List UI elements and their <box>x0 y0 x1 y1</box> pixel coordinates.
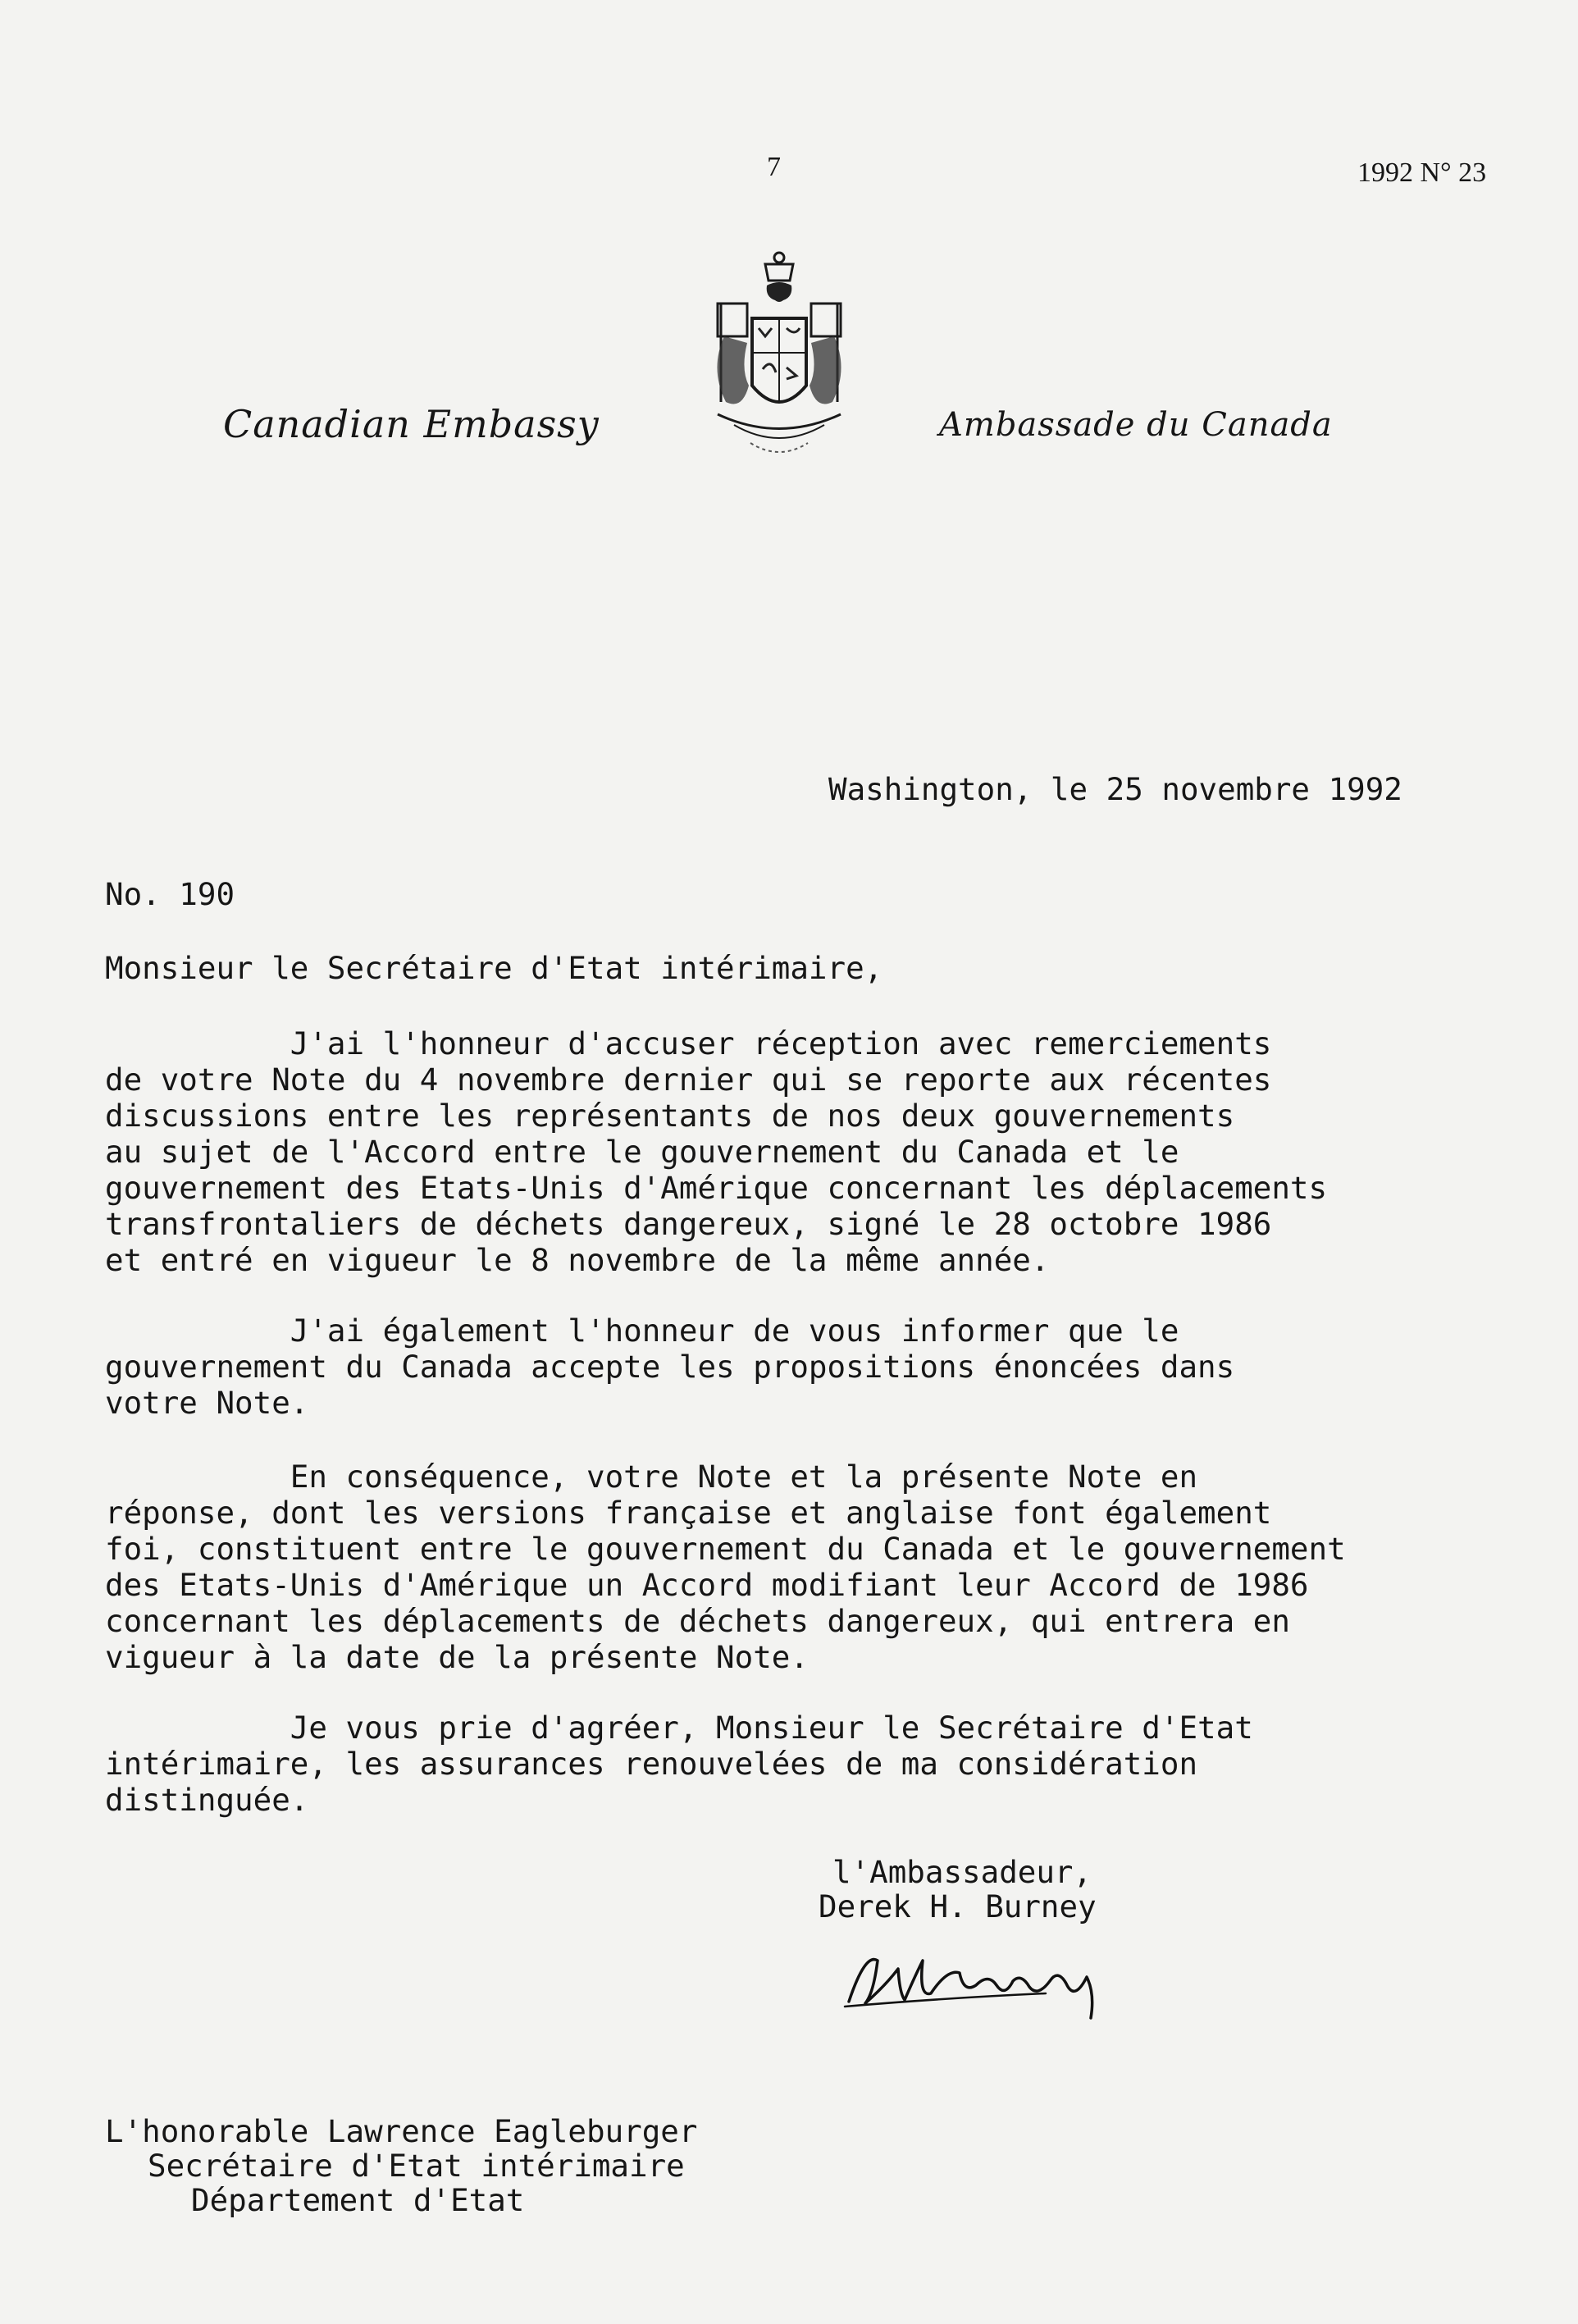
closing-title: l'Ambassadeur, <box>832 1854 1092 1890</box>
body-paragraph: Je vous prie d'agréer, Monsieur le Secrétaire d'Etat intérimaire, les assurances renouvelées de ma considération distinguée. <box>105 1710 1253 1818</box>
letter-date: Washington, le 25 novembre 1992 <box>828 771 1402 807</box>
addressee-title: Secrétaire d'Etat intérimaire <box>148 2148 685 2184</box>
body-paragraph: En conséquence, votre Note et la présente Note en réponse, dont les versions française et anglaise font également foi, constituent entre le gouvernement du Canada et le gouvernement des Etats-Unis d'Amérique un Accord modifiant leur Accord de 1986 concernant les déplacements de déchets dangereux, qui entrera en vigueur à la date de la présente Note. <box>105 1459 1346 1675</box>
coat-of-arms-icon <box>701 246 857 468</box>
body-paragraph: J'ai l'honneur d'accuser réception avec remerciements de votre Note du 4 novembre dernier qui se reporte aux récentes discussions entre les représentants de nos deux gouvernements au sujet de l'Accord entre le gouvernement du Canada et le gouvernement des Etats-Unis d'Amérique concernant les déplacements transfrontaliers de déchets dangereux, signé le 28 octobre 1986 et entré en vigueur le 8 novembre de la même année. <box>105 1025 1328 1278</box>
embassy-name-english: Canadian Embassy <box>223 402 600 446</box>
signatory-name: Derek H. Burney <box>819 1888 1097 1924</box>
series-reference: 1992 N° 23 <box>1357 158 1487 188</box>
addressee-department: Département d'Etat <box>191 2182 525 2218</box>
embassy-name-french: Ambassade du Canada <box>939 406 1333 444</box>
body-paragraph: J'ai également l'honneur de vous informer que le gouvernement du Canada accepte les propositions énoncées dans votre Note. <box>105 1313 1235 1421</box>
page-number: 7 <box>767 152 781 182</box>
salutation: Monsieur le Secrétaire d'Etat intérimaire, <box>105 950 883 986</box>
addressee-name: L'honorable Lawrence Eagleburger <box>105 2113 698 2149</box>
note-reference-number: No. 190 <box>105 876 235 912</box>
handwritten-signature-icon <box>841 1936 1111 2026</box>
